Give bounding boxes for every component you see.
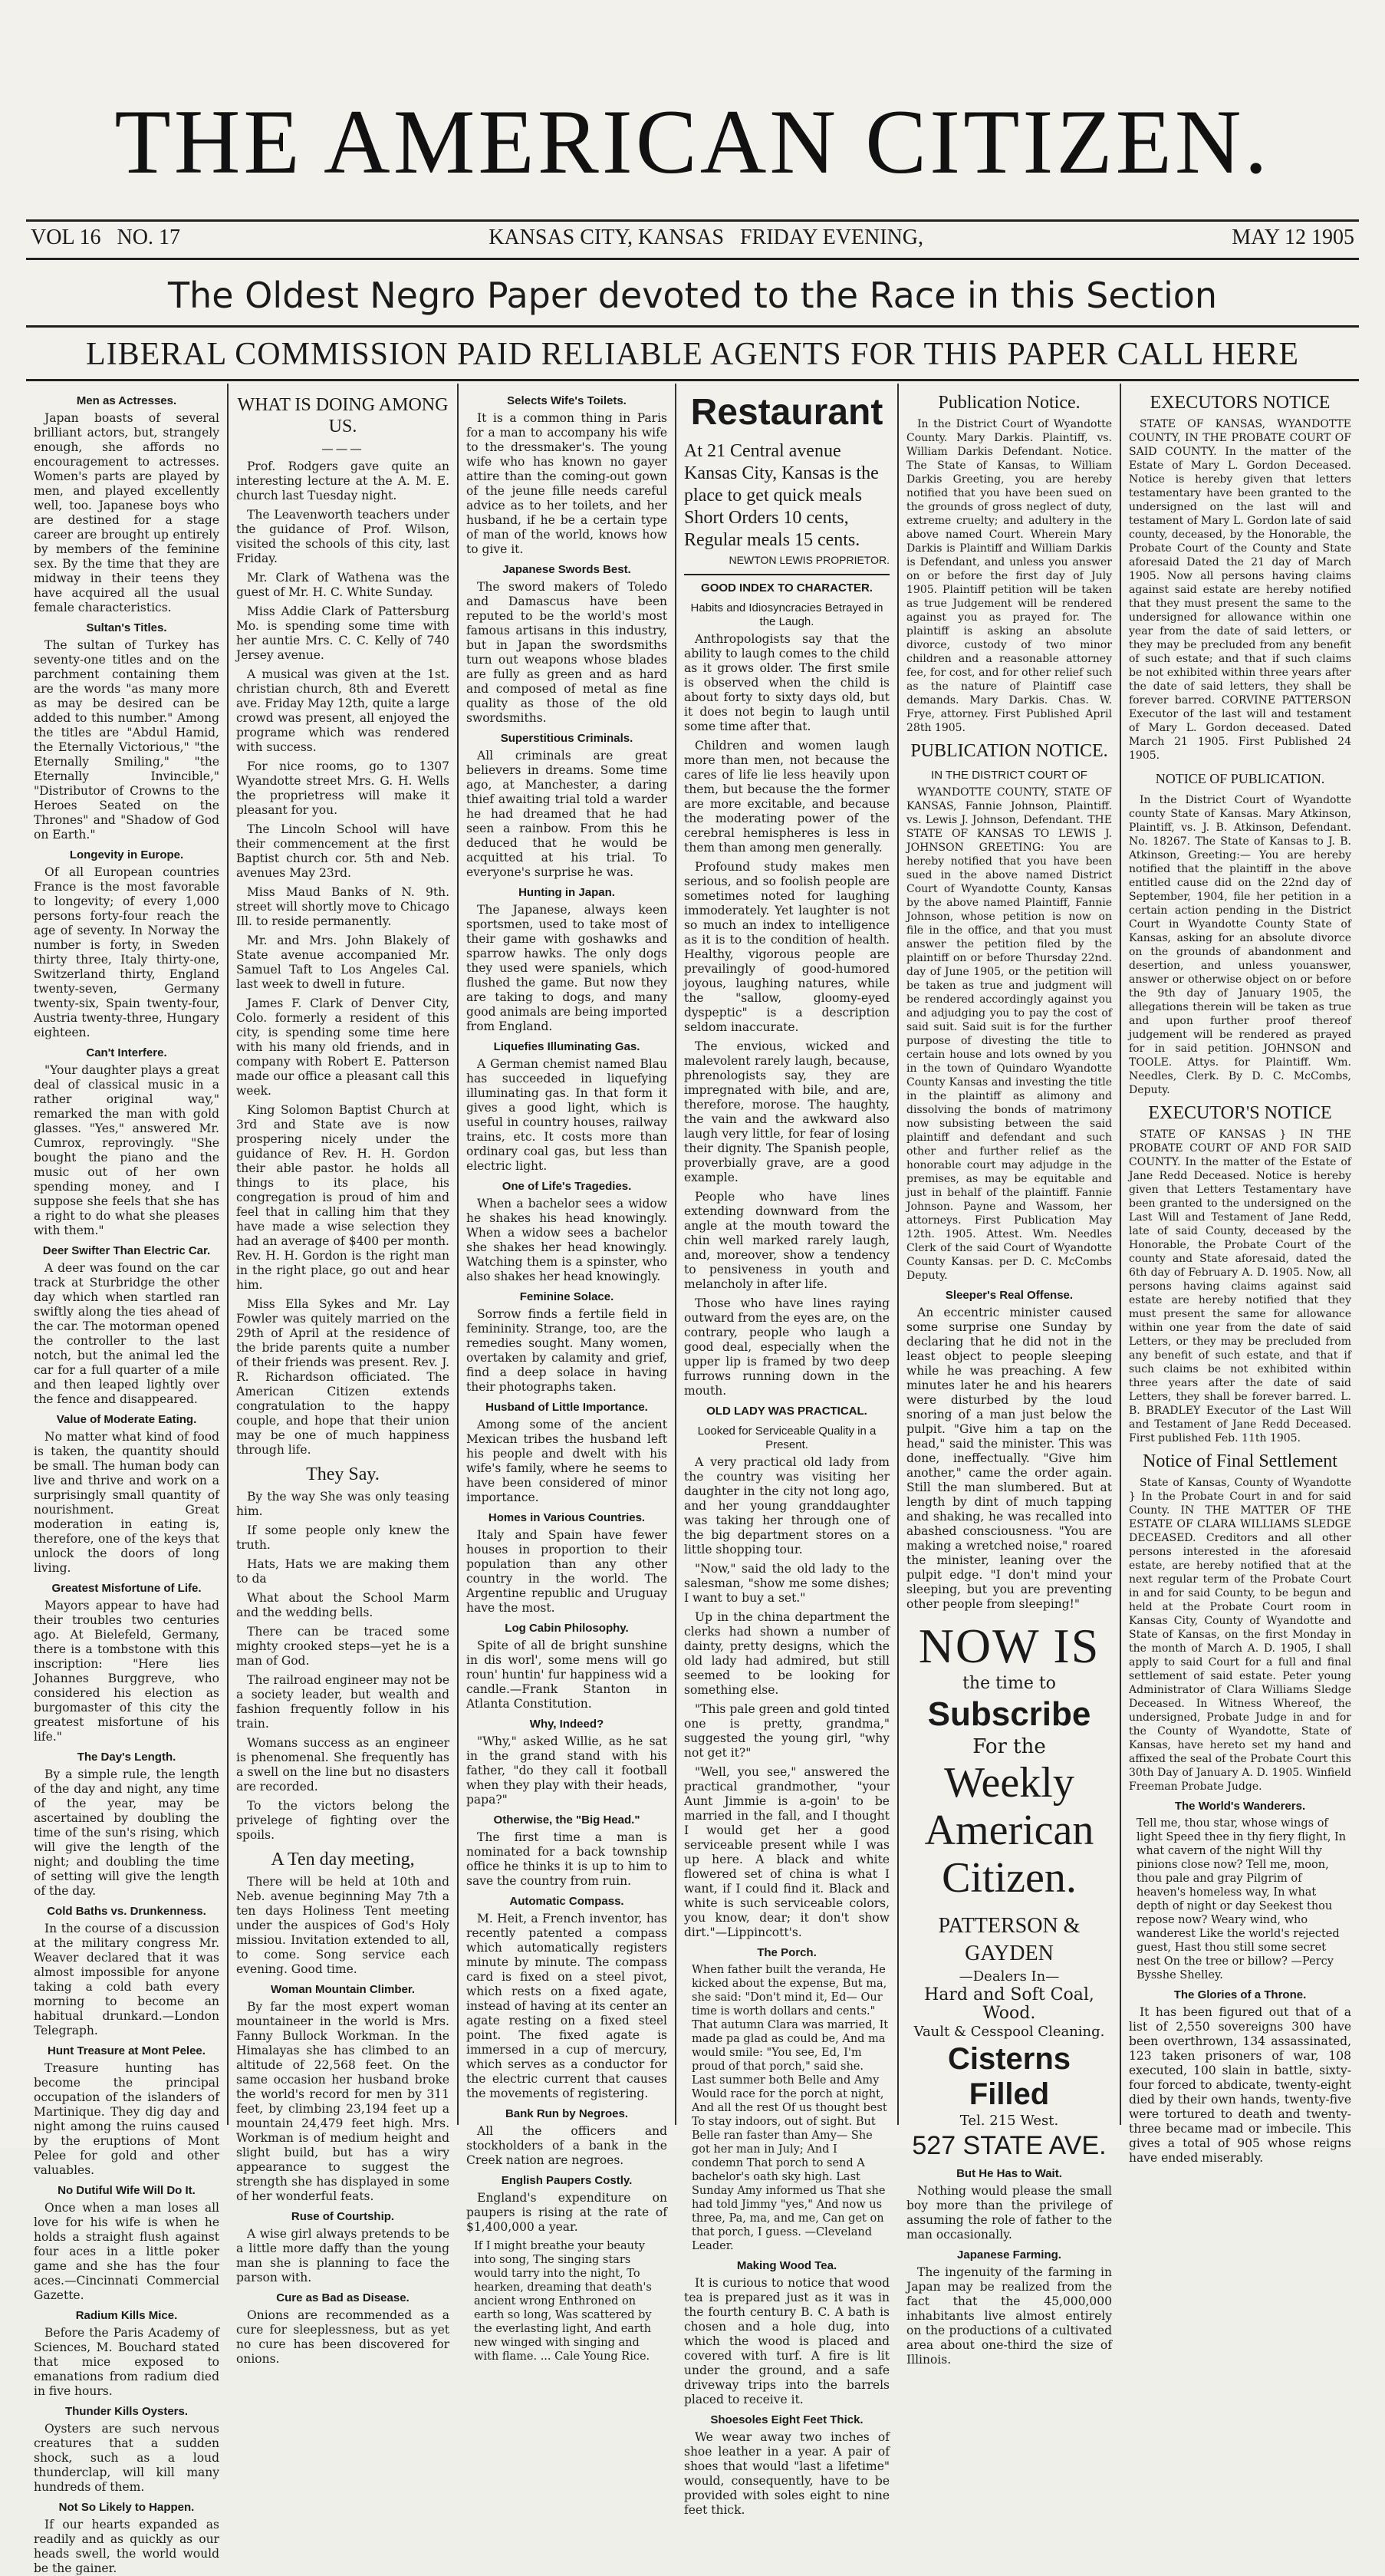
masthead-title: THE AMERICAN CITIZEN. — [114, 91, 1271, 193]
article-heading: Greatest Misfortune of Life. — [51, 1582, 202, 1595]
article-heading: Hunting in Japan. — [518, 886, 615, 899]
notice-body: STATE OF KANSAS, WYANDOTTE COUNTY, IN THE PROBATE COURT OF SAID COUNTY. In the matter of the Estate of Mary L. Gordon Deceased. Notice is hereby given that letters testamentary have been granted to the undersigned on the last will and testament of Mary L. Gordon late of said county, deceased, by the Honorable, the Probate Court of the County and State aforesaid Dated the 21 day of March 1905. Now all persons having claims against said estate are hereby notified that they must present the same to the undersigned for allowance within one year from the date of said letters, or they may be precluded from any benefit of such estate; and that if such claims be not exhibited within three years after the date of said letters, they shall be forever barred. CORVINE PATTERSON Executor of the last will and testament of Mary L. Gordon deceased. Dated March 21 1905. First Published 24 1905. — [1129, 418, 1351, 762]
ad-text: the time to — [962, 1674, 1056, 1693]
they-say-item: By the way She was only teasing him. — [236, 1490, 449, 1518]
news-item: King Solomon Baptist Church at 3rd and State ave is now prospering nicely under the guidance of Rev. H. H. Gordon their able pastor. he holds all things to its place, his congregation is proud of him and feel that in calling him that they have made a wise selection they had an average of $400 per month. Rev. H. H. Gordon is the right man in the right place, go out and hear him. — [236, 1103, 449, 1292]
news-item: The Leavenworth teachers under the guidance of Prof. Wilson, visited the schools of this city, last Friday. — [236, 508, 449, 565]
news-item: Mr. Clark of Wathena was the guest of Mr. H. C. White Sunday. — [236, 571, 449, 599]
article-body: Nothing would please the small boy more than the privilege of assuming the role of father to the man occasionally. — [906, 2184, 1112, 2242]
article-body: Italy and Spain have fewer houses in proportion to their population than any other country in the world. The Argentine republic and Uruguay have the most. — [466, 1528, 667, 1615]
article-body: By a simple rule, the length of the day and night, any time of the year, may be ascertained by doubling the time of the sun's rising, which will give the length of the night; and doubling the time of setting will give the length of the day. — [34, 1767, 219, 1898]
article-body: Before the Paris Academy of Sciences, M. Bouchard stated that mice exposed to emanations from radium died in five hours. — [34, 2326, 219, 2398]
coal-ad — [906, 1912, 1112, 2161]
rule-dateline — [26, 258, 1359, 260]
article-heading: Japanese Farming. — [957, 2248, 1061, 2261]
article-body: Treasure hunting has become the principal occupation of the islanders of Martinique. They dig day and night among the ruins caused by the eruptions of Mont Pelee for gold and other valuables. — [34, 2061, 219, 2177]
article-body: An eccentric minister caused some surprise one Sunday by declaring that he did not in the least object to people sleeping while he was preaching. A few minutes later he and his hearers were disturbed by the loud snoring of a man just below the pulpit. "Give him a tap on the head," said the minister. This was done, ineffectually. "Give him another," came the order again. Still the man slumbered. But at length by dint of much tapping and shaking, he was recalled into abashed consciousness. "You are making a wretched noise," roared the minister, leaning over the pulpit edge. "I don't mind your sleeping, but you are preventing other people from sleeping!" — [906, 1306, 1112, 1611]
notice-title: PUBLICATION NOTICE. — [910, 741, 1108, 761]
column-5 — [897, 384, 1120, 2367]
article-body: The sword makers of Toledo and Damascus have been reputed to be the world's most famous artisans in this industry, but in Japan the swordsmiths turn out weapons whose blades are fully as green and as hard and composed of metal as fine quality as those of the old swordsmiths. — [466, 580, 667, 725]
article-heading: Feminine Solace. — [519, 1290, 614, 1303]
article-body: M. Heit, a French inventor, has recently patented a compass which automatically registers minute by minute. The compass card is fixed on a steel pivot, which rests on a fixed agate, instead of having at its center an agate resting on a fixed steel point. The fixed agate is immersed in a cup of mercury, which serves as a conductor for the electric current that causes the movements of registering. — [466, 1912, 667, 2100]
notice-body: State of Kansas, County of Wyandotte } In the Probate Court in and for said County. IN THE MATTER OF THE ESTATE OF CLARA WILLIAMS SLEDGE DECEASED. Creditors and all other persons interested in the aforesaid estate, are hereby notified that at the next regular term of the Probate Court in and for said County, to be begun and held at the Probate Court room in Kansas City, County of Wyandotte and State of Kansas, on the first Monday in the month of March A. D. 1905, I shall apply to said Court for a full and final settlement of said estate. Peter young Administrator of Clara Williams Sledge Deceased. In Witness Whereof, the undersigned, Probate Judge in and for the County of Wyandotte, State of Kansas, have hereto set my hand and affixed the seal of the Probate Court this 30th Day of January A. D. 1905. Winfield Freeman Probate Judge. — [1129, 1477, 1351, 1793]
poem: Tell me, thou star, whose wings of light Speed thee in thy fiery flight, In what cavern of the night Will thy pinions close now? Tell me, moon, thou pale and gray Pilgrim of heaven's homeless way, In what depth of night or day Seekest thou repose now? Weary wind, who wanderest Like the world's rejected guest, Hast thou still some secret nest On the tree or billow? —Percy Bysshe Shelley. — [1137, 1817, 1347, 1981]
column-4 — [675, 384, 897, 2517]
notice-body: In the District Court of Wyandotte county State of Kansas. Mary Atkinson, Plaintiff, vs. J. B. Atkinson, Defendant. No. 18267. The State of Kansas to J. B. Atkinson, Greeting:— You are hereby notified that the plaintiff in the above entitled cause did on the 22nd day of September, 1904, file her petition in a certain action pending in the District Court in Wyandotte County State of Kansas, asking for an absolute divorce on the grounds of abandonment and desertion, and unless youanswer, answer or otherwise object on or before the 9th day of January 1905, the allegations therein will be taken as true and upon further proof thereof judgement will be rendered as prayed for in said petition. JOHNSON and TOOLE. Attys. for Plaintiff. Wm. Needles, Clerk. By D. C. McCombs, Deputy. — [1129, 794, 1351, 1096]
issue-date: MAY 12 1905 — [1232, 226, 1354, 249]
article-heading: GOOD INDEX TO CHARACTER. — [701, 581, 873, 595]
article-body: Japan boasts of several brilliant actors, but, strangely enough, she affords no encouragement to actresses. Women's parts are played by men, and played excellently well, too. Japanese boys who are destined for a stage career are brought up entirely by members of the feminine sex. By the time that they are midway in their teens they have acquired all the usual female characteristics. — [34, 411, 219, 614]
ad-subscribe: Subscribe — [927, 1695, 1091, 1733]
ad-headline: Cisterns Filled — [947, 2042, 1071, 2111]
article-heading: The Day's Length. — [77, 1751, 176, 1764]
article-body: "Now," said the old lady to the salesman, "show me some dishes; I want to buy a set." — [684, 1562, 890, 1605]
news-item: Miss Maud Banks of N. 9th. street will shortly move to Chicago Ill. to reside permanently. — [236, 885, 449, 928]
news-item: Miss Addie Clark of Pattersburg Mo. is spending some time with her auntie Mrs. C. C. Kelly of 740 Jersey avenue. — [236, 604, 449, 662]
they-say-item: There can be traced some mighty crooked steps—yet he is a man of God. — [236, 1625, 449, 1668]
article-body: Onions are recommended as a cure for sleeplessness, but as yet no cure has been discovered for onions. — [236, 2308, 449, 2366]
notice-title: NOTICE OF PUBLICATION. — [1155, 771, 1325, 786]
article-body: Mayors appear to have had their troubles two centuries ago. At Bielefeld, Germany, there is a tombstone with this inscription: "Here lies Johannes Burggreve, who considered his election as burgomaster of this city the greatest misfortune of his life." — [34, 1599, 219, 1744]
dateline — [31, 224, 1354, 252]
section-heading: A Ten day meeting, — [271, 1850, 415, 1869]
article-body: Profound study makes men serious, and so foolish people are sometimes noted for laughing immoderately. Yet laughter is not so much an index to intelligence as it is to the condition of health. Healthy, vigorous people are prevailingly of good-humored joyous, laughing natures, while the "sallow, gloomy-eyed dyspeptic" is a description seldom inaccurate. — [684, 860, 890, 1034]
poem: When father built the veranda, He kicked about the expense, But ma, she said: "Don't mind it, Ed— Our time is worth dollars and cents." That autumn Clara was married, It made pa glad as could be, And ma would smile: "You see, Ed, I'm proud of that porch," said she. Last summer both Belle and Amy Would race for the porch at night, And all the rest Of us thought best To stay indoors, out of sight. But Belle ran faster than Amy— She got her man in July; And I condemn That porch to send A bachelor's oath sky high. Last Sunday Amy informed us That she had told Jimmy "yes," And now us three, Pa, ma, and me, Can get on that porch, I guess. —Cleveland Leader. — [692, 1964, 889, 2252]
article-body: Up in the china department the clerks had shown a number of dainty, pretty designs, which the old lady had admired, but still seemed to be looking for something else. — [684, 1610, 890, 1697]
notice-subtitle: IN THE DISTRICT COURT OF — [931, 769, 1087, 782]
article-heading: Cold Baths vs. Drunkenness. — [47, 1905, 206, 1918]
ad-text: For the — [972, 1735, 1046, 1758]
article-heading: Automatic Compass. — [509, 1895, 624, 1908]
news-item: A musical was given at the 1st. christian church, 8th and Everett ave. Friday May 12th, quite a large crowd was present, all enjoyed the programe which was rendered with success. — [236, 667, 449, 754]
they-say-item: What about the School Marm and the wedding bells. — [236, 1591, 449, 1619]
article-heading: Cure as Bad as Disease. — [276, 2291, 410, 2304]
they-say-item: Womans success as an engineer is phenomenal. She frequently has a swell on the line but no disasters are recorded. — [236, 1736, 449, 1794]
ad-headline: NOW IS — [918, 1619, 1100, 1673]
news-item: Mr. and Mrs. John Blakely of State avenue accompanied Mr. Samuel Taft to Los Angeles Cal. last week to dwell in future. — [236, 934, 449, 991]
article-heading: Why, Indeed? — [529, 1718, 604, 1731]
ad-business-name: PATTERSON & GAYDEN — [938, 1914, 1081, 1965]
section-heading: WHAT IS DOING AMONG US. — [237, 395, 449, 436]
column-1 — [26, 384, 227, 2575]
article-heading: Longevity in Europe. — [69, 848, 184, 861]
news-item: Miss Ella Sykes and Mr. Lay Fowler was quitely married on the 29th of April at the residence of the bride parents quite a number of their friends was present. Rev. J. R. Richardson officiated. The American Citizen extends congratulation to the happy couple, and hope that their union may be one of much happiness through life. — [236, 1297, 449, 1457]
article-body: It has been figured out that of a list of 2,550 sovereigns 300 have been overthrown, 134 assassinated, 123 taken prisoners of war, 108 executed, 100 slain in battle, sixty-four forced to abdicate, twenty-eight died by their own hands, twenty-five were tortured to death and twenty-three became mad or imbecile. This gives a total of 905 whose reigns have ended miserably. — [1129, 2005, 1351, 2165]
article-heading: The World's Wanderers. — [1174, 1800, 1306, 1813]
ad-text: —Dealers In— — [959, 1968, 1060, 1985]
article-heading: No Dutiful Wife Will Do It. — [58, 2184, 196, 2197]
notice-title: EXECUTORS NOTICE — [1150, 393, 1331, 413]
article-heading: Husband of Little Importance. — [485, 1401, 648, 1414]
article-heading: One of Life's Tragedies. — [502, 1180, 632, 1193]
agents-banner: LIBERAL COMMISSION PAID RELIABLE AGENTS FOR THIS PAPER CALL HERE — [86, 337, 1299, 372]
article-body: Sorrow finds a fertile field in femininity. Strange, too, are the remedies sought. Many women, overtaken by calamity and grief, find a deep solace in having their photographs taken. — [466, 1307, 667, 1394]
article-body: People who have lines extending downward from the angle at the mouth toward the chin well marked rarely laugh, and, moreover, show a tendency to pensiveness in youth and melancholy in after life. — [684, 1190, 890, 1291]
article-heading: Woman Mountain Climber. — [270, 1983, 416, 1996]
volume-number: VOL 16 NO. 17 — [31, 226, 180, 249]
slogan-banner: The Oldest Negro Paper devoted to the Race in this Section — [167, 275, 1218, 316]
article-subheading: Habits and Idiosyncracies Betrayed in the Laugh. — [690, 601, 883, 628]
article-heading: Superstitious Criminals. — [500, 732, 633, 745]
notice-title: Publication Notice. — [938, 393, 1081, 413]
news-item: The Lincoln School will have their commencement at the first Baptist church cor. 5th and Neb. avenues May 23rd. — [236, 822, 449, 880]
article-body: The envious, wicked and malevolent rarely laugh, because, phrenologists say, they are impregnated with bile, and are, therefore, morose. The haughty, the vain and the awkward also laugh very little, for fear of losing their dignity. The Spanish people, proverbially grave, are a good example. — [684, 1039, 890, 1184]
article-body: If our hearts expanded as readily and as quickly as our heads swell, the world would be the gainer. — [34, 2518, 219, 2575]
column-6 — [1120, 384, 1359, 2165]
rule-slogan — [26, 325, 1359, 328]
notice-body: WYANDOTTE COUNTY, STATE OF KANSAS, Fannie Johnson, Plaintiff. vs. Lewis J. Johnson, Defendant. THE STATE OF KANSAS TO LEWIS J. JOHNSON GREETING: You are hereby notified that you have been sued in the above named District Court of Wyandotte County, Kansas by the above named Plaintiff, Fannie Johnson, whose petition is now on file in the office, and that you must answer the petition filed by the plaintiff on or before Thursday 22nd. day of June 1905, or the petition will be taken as true and judgment will be rendered accordingly against you and adjudging you to pay the cost of said suit. Said suit is for the further purpose of divesting the title to certain house and lots owned by you in the town of Quindaro Wyandotte County Kansas and investing the title in the plaintiff as alimony and dissolving the bonds of matrimony now subsisting between the said plaintiff and defendant and such other and further relief as the honorable court may adjudge in the premises, as may be equitable and just in behalf of the plaintiff. Fannie Johnson. Payne and Wassom, her attorneys. First Publication May 12th. 1905. Attest. Wm. Needles Clerk of the said Court of Wyandotte County Kansas. per D. C. McCombs Deputy. — [906, 786, 1112, 1282]
article-heading: English Paupers Costly. — [501, 2174, 633, 2187]
news-item: For nice rooms, go to 1307 Wyandotte street Mrs. G. H. Wells the proprietress will make it pleasant for you. — [236, 759, 449, 817]
article-heading: Selects Wife's Toilets. — [507, 394, 627, 407]
article-body: A German chemist named Blau has succeeded in liquefying illuminating gas. In that form it gives a good light, which is useful in country houses, railway trains, etc. It costs more than ordinary coal gas, but less than electric light. — [466, 1057, 667, 1173]
article-body: The ingenuity of the farming in Japan may be realized from the fact that the 45,000,000 inhabitants live almost entirely on the productions of a cultivated area about one-third the size of Illinois. — [906, 2265, 1112, 2367]
they-say-item: If some people only knew the truth. — [236, 1524, 449, 1552]
article-body: All the officers and stockholders of a bank in the Creek nation are negroes. — [466, 2124, 667, 2167]
article-heading: OLD LADY WAS PRACTICAL. — [706, 1405, 867, 1418]
poem: If I might breathe your beauty into song, The singing stars would tarry into the night, To hearken, dreaming that death's ancient wrong Enthroned on earth so long, Was scattered by the everlasting light, And earth new winged with singing and with flame. ... Cale Young Rice. — [474, 2240, 652, 2363]
article-heading: Homes in Various Countries. — [488, 1511, 646, 1524]
article-heading: The Glories of a Throne. — [1173, 1988, 1307, 2001]
they-say-item: The railroad engineer may not be a society leader, but wealth and fashion frequently follow in his train. — [236, 1673, 449, 1731]
article-heading: The Porch. — [757, 1946, 817, 1959]
article-body: Among some of the ancient Mexican tribes the husband left his people and dwelt with his wife's family, where he seems to have been considered of minor importance. — [466, 1418, 667, 1504]
ad-text: Vault & Cesspool Cleaning. — [913, 2024, 1105, 2040]
article-body: Once when a man loses all love for his wife is when he holds a straight flush against four aces in a little poker game and she has the four aces.—Cincinnati Commercial Gazette. — [34, 2201, 219, 2302]
article-heading: But He Has to Wait. — [956, 2167, 1062, 2180]
article-body: "Why," asked Willie, as he sat in the grand stand with his father, "do they call it football when they play with their heads, papa?" — [466, 1734, 667, 1807]
they-say-item: Hats, Hats we are making them to da — [236, 1557, 449, 1586]
article-heading: Liquefies Illuminating Gas. — [493, 1040, 640, 1053]
dateline-place: KANSAS CITY, KANSAS FRIDAY EVENING, — [489, 226, 924, 249]
news-item: James F. Clark of Denver City, Colo. formerly a resident of this city, is spending some time here with his many old friends, and in company with Robert E. Patterson made our office a pleasant call this week. — [236, 996, 449, 1098]
article-body: "This pale green and gold tinted one is pretty, grandma," suggested the young girl, "why not get it?" — [684, 1702, 890, 1760]
rule-ad — [684, 574, 890, 575]
notice-title: Notice of Final Settlement — [1143, 1451, 1337, 1471]
rule-columns — [26, 379, 1359, 381]
ad-text: Hard and Soft Coal, Wood. — [924, 1985, 1094, 2023]
article-heading: Shoesoles Eight Feet Thick. — [710, 2413, 864, 2426]
article-heading: Deer Swifter Than Electric Car. — [42, 1244, 211, 1257]
article-body: A wise girl always pretends to be a little more daffy than the young man she is planning to face the parson with. — [236, 2227, 449, 2284]
article-heading: Value of Moderate Eating. — [56, 1413, 197, 1426]
ad-paper-name: Citizen. — [942, 1854, 1077, 1902]
ad-paper-name: American — [924, 1807, 1094, 1854]
article-body: There will be held at 10th and Neb. avenue beginning May 7th a ten days Holiness Tent meeting under the auspices of God's Holy missiou. Invitation extended to all, to come. Song service each evening. Good time. — [236, 1875, 449, 1976]
article-body: By far the most expert woman mountaineer in the world is Mrs. Fanny Bullock Workman. In the Himalayas she has climbed to an altitude of 22,568 feet. On the same occasion her husband broke the world's record for men by 311 feet, by climbing 23,194 feet up a mountain 24,479 feet high. Mrs. Workman is of medium height and slight build, but has a wiry appearance to suggest the strength she has displayed in some of her wonderful feats. — [236, 2000, 449, 2203]
restaurant-ad-title: Restaurant — [690, 392, 883, 433]
article-body: Anthropologists say that the ability to laugh comes to the child as it grows older. The first smile is observed when the child is about forty to sixty days old, but it does not begin to laugh until some time after that. — [684, 632, 890, 733]
article-heading: Bank Run by Negroes. — [505, 2107, 629, 2120]
article-body: Spite of all de bright sunshine in dis worl', some mens will go roun' huntin' fur happiness wid a candle.—Frank Stanton in Atlanta Constitution. — [466, 1639, 667, 1711]
news-item: Prof. Rodgers gave quite an interesting lecture at the A. M. E. church last Tuesday night. — [236, 460, 449, 502]
article-body: In the course of a discussion at the military congress Mr. Weaver declared that it was almost impossible for anyone taking a cold bath every morning to become an habitual drunkard.—London Telegraph. — [34, 1922, 219, 2037]
article-heading: Sleeper's Real Offense. — [945, 1289, 1074, 1302]
article-heading: Can't Interfere. — [86, 1046, 167, 1059]
article-heading: Radium Kills Mice. — [75, 2309, 178, 2322]
article-heading: Sultan's Titles. — [86, 621, 167, 634]
section-heading: They Say. — [306, 1464, 380, 1484]
article-body: No matter what kind of food is taken, the quantity should be small. The human body can live and thrive and work on a surprisingly small quantity of nourishment. Great moderation in eating is, therefore, one of the keys that unlock the doors of long living. — [34, 1430, 219, 1575]
article-body: The sultan of Turkey has seventy-one titles and on the parchment containing them are the words "as many more as may be desired can be added to this number." Among the titles are "Abdul Hamid, the Eternally Victorious," "the Eternally Smiling," "the Eternally Invincible," "Distributor of Crowns to the Heroes Seated on the Thrones" and "Shadow of God on Earth." — [34, 638, 219, 842]
article-body: We wear away two inches of shoe leather in a year. A pair of shoes that would "last a lifetime" would, consequently, have to be provided with soles eight to nine feet thick. — [684, 2430, 890, 2517]
article-body: A very practical old lady from the country was visiting her daughter in the city not long ago, and her young granddaughter was taking her through one of the big department stores on a little shopping tour. — [684, 1455, 890, 1556]
section-divider-icon: ——— — [321, 442, 364, 456]
column-3 — [457, 384, 675, 2363]
restaurant-ad-body: At 21 Central avenue Kansas City, Kansas is the place to get quick meals Short Orders 10 cents, Regular meals 15 cents. — [684, 441, 879, 550]
article-heading: Japanese Swords Best. — [502, 563, 631, 576]
rule-top — [26, 219, 1359, 222]
article-body: When a bachelor sees a widow he shakes his head knowingly. When a widow sees a bachelor she shakes her head knowingly. Watching them is a spinster, who also shakes her head knowingly. — [466, 1197, 667, 1283]
ad-paper-name: Weekly — [944, 1759, 1074, 1807]
notice-body: In the District Court of Wyandotte County. Mary Darkis. Plaintiff, vs. William Darkis Defendant. Notice. The State of Kansas, to William Darkis Greeting, you are hereby notified that you have been sued on the grounds of gross neglect of duty, extreme cruelty; and adultery in the above named Court. Wherein Mary Darkis is Plaintiff and William Darkis is Defendant, and unless you answer on or before the first day of July 1905. Plaintiff petition will be taken as true Judgement will be rendered against you as prayed for. The plaintiff is asking an absolute divorce, custody of two minor children and a reasonable attorney fee, for cost, and for other relief such as the nature of Plaintiff case demands. Mary Darkis. Chas. W. Frye, attorney. First Published April 28th 1905. — [906, 418, 1112, 734]
ad-address: 527 STATE AVE. — [912, 2131, 1107, 2160]
article-body: A deer was found on the car track at Sturbridge the other day which when startled ran swiftly along the ties ahead of the car. The motorman opened the controller to the last notch, but the animal led the car for a full quarter of a mile and then leaped lightly over the fence and disappeared. — [34, 1261, 219, 1406]
article-body: "Well, you see," answered the practical grandmother, "your Aunt Jimmie is a-goin' to be married in the fall, and I thought I would get her a good serviceable present while I was up here. A black and white flowered set of china is what I want, if I could find it. Black and white is such serviceable colors, you know, dear; it don't show dirt."—Lippincott's. — [684, 1765, 890, 1939]
article-body: It is curious to notice that wood tea is prepared just as it was in the fourth century B. C. A bath is chosen and a hole dug, into which the wood is placed and covered with turf. A fire is lit under the ground, and a safe driveway trips into the barrels placed to receive it. — [684, 2276, 890, 2406]
article-body: England's expenditure on paupers is rising at the rate of $1,400,000 a year. — [466, 2191, 667, 2234]
article-heading: Otherwise, the "Big Head." — [493, 1813, 640, 1827]
notice-body: STATE OF KANSAS } IN THE PROBATE COURT OF AND FOR SAID COUNTY. In the matter of the Estate of Jane Redd Deceased. Notice is hereby given that Letters Testamentary have been granted to the undersigned on the Last Will and Testament of Jane Redd, late of said County, deceased by the Honorable, the Probate Court of the county and State aforesaid, dated the 6th day of February A. D. 1905. Now, all persons having claims against said estate are hereby notified that they must present the same for allowance within one year from the date of said Letters, or they may be precluded from any benefit of such estate, and that if such claims be not exhibited within three years after the date of said Letters, they shall be forever barred. L. B. BRADLEY Executor of the Last Will and Testament of Jane Redd Deceased. First published Feb. 11th 1905. — [1129, 1128, 1351, 1444]
column-2 — [227, 384, 457, 2366]
notice-title: EXECUTOR'S NOTICE — [1148, 1103, 1332, 1123]
article-body: All criminals are great believers in dreams. Some time ago, at Manchester, a daring thief awaiting trial told a warder he had dreamed that he had seen a rainbow. From this he deduced that he would be acquitted at his trial. To everyone's surprise he was. — [466, 749, 667, 879]
article-heading: Men as Actresses. — [76, 394, 177, 407]
article-heading: Not So Likely to Happen. — [58, 2501, 195, 2514]
article-heading: Log Cabin Philosophy. — [505, 1622, 629, 1635]
restaurant-ad-signature: NEWTON LEWIS PROPRIETOR. — [729, 554, 890, 566]
subscribe-ad — [906, 1619, 1112, 1902]
article-subheading: Looked for Serviceable Quality in a Present. — [697, 1425, 877, 1451]
article-body: Oysters are such nervous creatures that a sudden shock, such as a loud thunderclap, will kill many hundreds of them. — [34, 2422, 219, 2494]
article-body: Those who have lines raying outward from the eyes are, on the contrary, people who laugh a good deal, especially when the upper lip is framed by two deep furrows running down in the mouth. — [684, 1296, 890, 1398]
article-body: Children and women laugh more than men, not because the cares of life lie less heavily upon them, but because the the former are more excitable, and because the moderating power of the cerebral hemispheres is less in them than among men generally. — [684, 739, 890, 855]
article-heading: Making Wood Tea. — [736, 2259, 837, 2272]
article-body: "Your daughter plays a great deal of classical music in a rather original way," remarked the man with gold glasses. "Yes," answered Mr. Cumrox, reprovingly. "She bought the piano and the music out of her own spending money, and I suppose she feels that she has a right to do what she pleases with them." — [34, 1063, 219, 1237]
article-body: The Japanese, always keen sportsmen, used to take most of their game with goshawks and sparrow hawks. The only dogs they used were spaniels, which flushed the game. But now they are taking to dogs, and many good animals are being imported from England. — [466, 903, 667, 1033]
article-heading: Thunder Kills Oysters. — [64, 2405, 189, 2418]
article-body: Of all European countries France is the most favorable to longevity; of every 1,000 persons forty-four reach the age of seventy. In Norway the number is forty, in Sweden thirty three, Italy thirty-one, Switzerland thirty, England twenty-seven, Germany twenty-six, Spain twenty-four, Austria twenty-three, Hungary eighteen. — [34, 865, 219, 1039]
article-heading: Ruse of Courtship. — [291, 2210, 395, 2223]
article-body: The first time a man is nominated for a back township office he thinks it is up to him to save the country from ruin. — [466, 1830, 667, 1888]
article-heading: Hunt Treasure at Mont Pelee. — [48, 2044, 206, 2057]
article-body: It is a common thing in Paris for a man to accompany his wife to the dressmaker's. The young wife who has known no gayer attire than the coming-out gown of the jeune fille needs careful advice as to her toilets, and her husband, if he be a certain type of man of the world, knows how to give it. — [466, 411, 667, 556]
ad-phone: Tel. 215 West. — [959, 2113, 1059, 2129]
they-say-item: To the victors belong the privelege of fighting over the spoils. — [236, 1799, 449, 1842]
columns — [26, 384, 1359, 2575]
